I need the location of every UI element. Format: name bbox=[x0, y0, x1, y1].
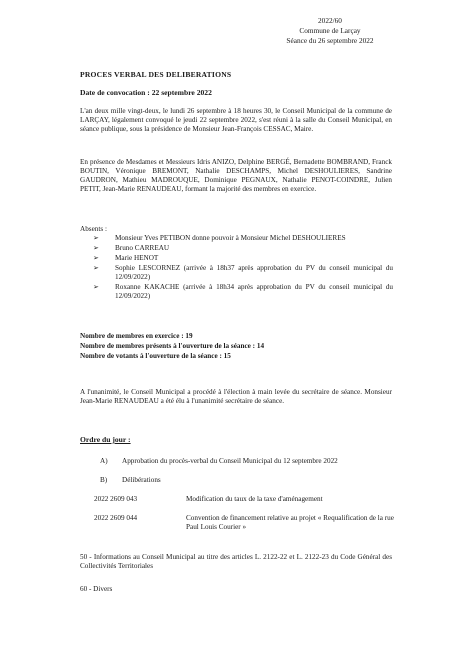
members-in-office-count: Nombre de membres en exercice : 19 bbox=[80, 332, 193, 340]
members-present-count: Nombre de membres présents à l'ouverture de la séance : 14 bbox=[80, 342, 265, 350]
session-reference: 2022/60 bbox=[318, 16, 342, 25]
deliberation-text: Convention de financement relative au projet « Requalification de la rue Paul Louis Courier » bbox=[186, 514, 394, 531]
attendance-paragraph: En présence de Mesdames et Messieurs Idris ANIZO, Delphine BERGÉ, Bernadette BOMBRAND, Franck BOUTIN, Véronique BREMONT, Nathalie DESCHAMPS, Michel DESHOULIERES, Sandrine GAUDRON, Mathieu MADROUQUE, Dominique PEGNAUX, Nathalie PENOT-COINDRE, Julien PETIT, Jean-Marie RENAUDEAU, formant la majorité des membres en exercice. bbox=[80, 158, 392, 193]
secretary-election-paragraph: A l'unanimité, le Conseil Municipal a procédé à l'élection à main levée du secrétaire de séance. Monsieur Jean-Marie RENAUDEAU a été élu à l'unanimité secrétaire de séance. bbox=[80, 388, 392, 405]
commune-name: Commune de Larçay bbox=[299, 26, 361, 35]
arrow-bullet-icon: ➢ bbox=[93, 234, 100, 242]
agenda-item-key: B) bbox=[100, 476, 108, 484]
absents-label: Absents : bbox=[80, 225, 107, 233]
arrow-bullet-icon: ➢ bbox=[93, 254, 100, 262]
divers-item: 60 - Divers bbox=[80, 585, 113, 593]
list-item: ➢ Monsieur Yves PETIBON donne pouvoir à Monsieur Michel DESHOULIERES bbox=[93, 234, 346, 242]
session-date: Séance du 26 septembre 2022 bbox=[286, 36, 374, 45]
agenda-item-text: Délibérations bbox=[122, 476, 161, 484]
arrow-bullet-icon: ➢ bbox=[93, 283, 100, 291]
arrow-bullet-icon: ➢ bbox=[93, 244, 100, 252]
agenda-item-key: A) bbox=[100, 457, 108, 465]
agenda-item-text: Approbation du procès-verbal du Conseil Municipal du 12 septembre 2022 bbox=[122, 457, 338, 465]
convocation-date: Date de convocation : 22 septembre 2022 bbox=[80, 88, 212, 97]
voters-count: Nombre de votants à l'ouverture de la séance : 15 bbox=[80, 352, 231, 360]
document-header bbox=[270, 16, 390, 46]
agenda-heading: Ordre du jour : bbox=[80, 435, 131, 444]
information-paragraph: 50 - Informations au Conseil Municipal au titre des articles L. 2122-22 et L. 2122-23 du Code Général des Collectivités Territoriales bbox=[80, 553, 392, 570]
member-counts bbox=[80, 331, 264, 361]
deliberation-text: Modification du taux de la taxe d'aménagement bbox=[186, 495, 323, 503]
deliberation-code: 2022 2609 044 bbox=[94, 514, 138, 522]
document-title: PROCES VERBAL DES DELIBERATIONS bbox=[80, 70, 232, 79]
list-item: ➢ Sophie LESCORNEZ (arrivée à 18h37 après approbation du PV du conseil municipal du 12/09/2022) bbox=[93, 264, 393, 281]
agenda-item-b bbox=[100, 476, 161, 485]
list-item: ➢ Bruno CARREAU bbox=[93, 244, 170, 252]
list-item: ➢ Marie HENOT bbox=[93, 254, 159, 262]
deliberation-code: 2022 2609 043 bbox=[94, 495, 138, 503]
opening-paragraph: L'an deux mille vingt-deux, le lundi 26 septembre à 18 heures 30, le Conseil Municipal de la commune de LARÇAY, légalement convoqué le jeudi 22 septembre 2022, s'est réuni à la salle du Conseil Municipal, en séance publique, sous la présidence de Monsieur Jean-François CESSAC, Maire. bbox=[80, 107, 392, 133]
list-item: ➢ Roxanne KAKACHE (arrivée à 18h34 après approbation du PV du conseil municipal du 12/09/2022) bbox=[93, 283, 393, 300]
absents-list bbox=[93, 234, 393, 302]
arrow-bullet-icon: ➢ bbox=[93, 264, 100, 272]
agenda-item-a bbox=[100, 457, 338, 466]
